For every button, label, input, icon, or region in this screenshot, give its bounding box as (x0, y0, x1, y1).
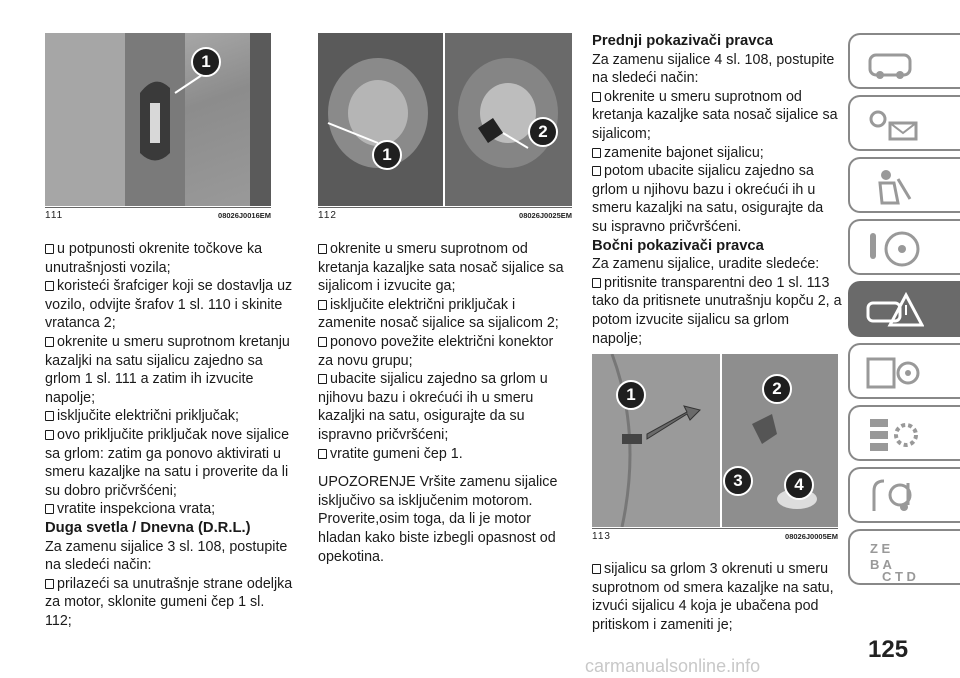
svg-text:Z E: Z E (870, 541, 891, 556)
checkbox-bullet-icon (45, 504, 54, 514)
checkbox-bullet-icon (45, 281, 54, 291)
paragraph: Za zamenu sijalice, uradite sledeće: (592, 256, 820, 273)
paragraph: Za zamenu sijalice 3 sl. 108, postupite na sledeći način: (45, 538, 288, 574)
list-item: ovo priključite priključak nove sijalice sa grlom: zatim ga ponovo aktivirati u smeru kazaljke na satu i proverite da li su dobro pričvršćeni; (45, 426, 290, 499)
tab-warning-lights[interactable] (848, 95, 960, 151)
callout-1: 1 (616, 380, 646, 410)
figure-number: 112 (318, 209, 337, 221)
checkbox-bullet-icon (318, 300, 327, 310)
list-item: okrenite u smeru suprotnom od kretanja kazaljke sata nosač sijalice sa sijalicom i izvucite ga; (318, 241, 564, 295)
warning-paragraph: UPOZORENJE Vršite zamenu sijalice isključivo sa isključenim motorom. Proverite,osim toga, da li je motor hladan kako biste izbegli opasnost od opekotina. (318, 474, 558, 565)
section-heading: Prednji pokazivači pravca (592, 33, 773, 49)
tab-index[interactable] (848, 529, 960, 585)
list-item: isključite električni priključak i zamenite nosač sijalice sa sijalicom 2; (318, 296, 559, 332)
figure-code: 08026J0016EM (218, 210, 271, 220)
list-item: ponovo povežite električni konektor za novu grupu; (318, 333, 554, 369)
checkbox-bullet-icon (45, 337, 54, 347)
column-1-text (45, 240, 293, 630)
figure-number: 111 (45, 209, 64, 221)
tab-multimedia[interactable] (848, 467, 960, 523)
checkbox-bullet-icon (318, 374, 327, 384)
list-item: zamenite bajonet sijalicu; (592, 144, 842, 163)
list-item: okrenite u smeru suprotnom od kretanja kazaljke sata nosač sijalice sa sijalicom; (592, 88, 838, 142)
paragraph: Za zamenu sijalice 4 sl. 108, postupite na sledeći način: (592, 51, 835, 87)
checkbox-bullet-icon (592, 564, 601, 574)
list-item: okrenite u smeru suprotnom kretanju kazaljki na satu sijalicu zajedno sa grlom 1 sl. 111 a zatim ih izvucite napolje; (45, 333, 290, 406)
checkbox-bullet-icon (45, 244, 54, 254)
checkbox-bullet-icon (318, 449, 327, 459)
tab-starting-driving[interactable] (848, 219, 960, 275)
figure-111-image (45, 33, 271, 206)
figure-caption (592, 528, 838, 543)
figure-112-image (318, 33, 572, 206)
figure-113-image (592, 354, 838, 527)
figure-number: 113 (592, 530, 611, 542)
checkbox-bullet-icon (318, 244, 327, 254)
tab-safety[interactable] (848, 157, 960, 213)
callout-1: 1 (191, 47, 221, 77)
column-3-text-lower (592, 560, 842, 634)
watermark: carmanualsonline.info (585, 656, 761, 676)
figure-code: 08026J0025EM (519, 210, 572, 220)
technical-data-icon (864, 413, 924, 457)
list-item: koristeći šrafciger koji se dostavlja uz vozilo, odvijte šrafov 1 sl. 110 i skinite vratanca 2; (45, 278, 293, 332)
checkbox-bullet-icon (45, 579, 54, 589)
list-item: pritisnite transparentni deo 1 sl. 113 tako da pritisnete unutrašnju kopču 2, a potom izvucite sijalicu sa grlom napolje; (592, 274, 842, 347)
tab-maintenance[interactable] (848, 343, 960, 399)
checkbox-bullet-icon (45, 411, 54, 421)
callout-1: 1 (372, 140, 402, 170)
figure-caption (45, 207, 271, 222)
tab-dashboard[interactable] (848, 33, 960, 89)
callout-2: 2 (528, 117, 558, 147)
checkbox-bullet-icon (592, 166, 601, 176)
figure-code: 08026J0005EM (785, 531, 838, 541)
checkbox-bullet-icon (592, 92, 601, 102)
list-item: ubacite sijalicu zajedno sa grlom u njihovu bazu i okrećući ih u smeru kazaljki na satu, osigurajte da su ispravno pričvršćeni; (318, 371, 548, 443)
callout-3: 3 (723, 466, 753, 496)
list-item: potom ubacite sijalicu zajedno sa grlom u njihovu bazu i okrećući ih u smeru kazaljki na satu, osigurajte da su ispravno pričvršćeni. (592, 163, 824, 235)
callout-4: 4 (784, 470, 814, 500)
starting-driving-icon (864, 227, 924, 271)
dashboard-car-icon (864, 41, 924, 85)
section-heading: Duga svetla / Dnevna (D.R.L.) (45, 519, 251, 536)
checkbox-bullet-icon (592, 148, 601, 158)
figure-caption (318, 207, 572, 222)
list-item: vratite inspekciona vrata; (45, 500, 293, 519)
checkbox-bullet-icon (45, 430, 54, 440)
list-item: sijalicu sa grlom 3 okrenuti u smeru suprotnom od smera kazaljke na satu, izvući sijalicu 4 koja je ubačena pod pritiskom i zameniti je; (592, 561, 834, 633)
page-number: 125 (868, 636, 909, 663)
maintenance-icon (864, 351, 924, 395)
checkbox-bullet-icon (592, 278, 601, 288)
tab-emergency[interactable] (848, 281, 960, 337)
tab-technical-data[interactable] (848, 405, 960, 461)
warning-lights-icon (864, 103, 924, 147)
svg-text:C T D: C T D (882, 569, 916, 581)
section-heading: Bočni pokazivači pravca (592, 237, 764, 254)
list-item: prilazeći sa unutrašnje strane odeljka za motor, sklonite gumeni čep 1 sl. 112; (45, 575, 293, 629)
emergency-icon (864, 289, 924, 333)
checkbox-bullet-icon (318, 337, 327, 347)
safety-airbag-icon (864, 165, 924, 209)
list-item: vratite gumeni čep 1. (318, 445, 568, 464)
index-icon (864, 537, 924, 581)
multimedia-icon (864, 475, 924, 519)
callout-2: 2 (762, 374, 792, 404)
column-3-text (592, 32, 842, 348)
list-item: isključite električni priključak; (45, 407, 293, 426)
column-2-text (318, 240, 568, 566)
svg-text:B A: B A (870, 557, 892, 572)
list-item: u potpunosti okrenite točkove ka unutrašnjosti vozila; (45, 241, 263, 276)
